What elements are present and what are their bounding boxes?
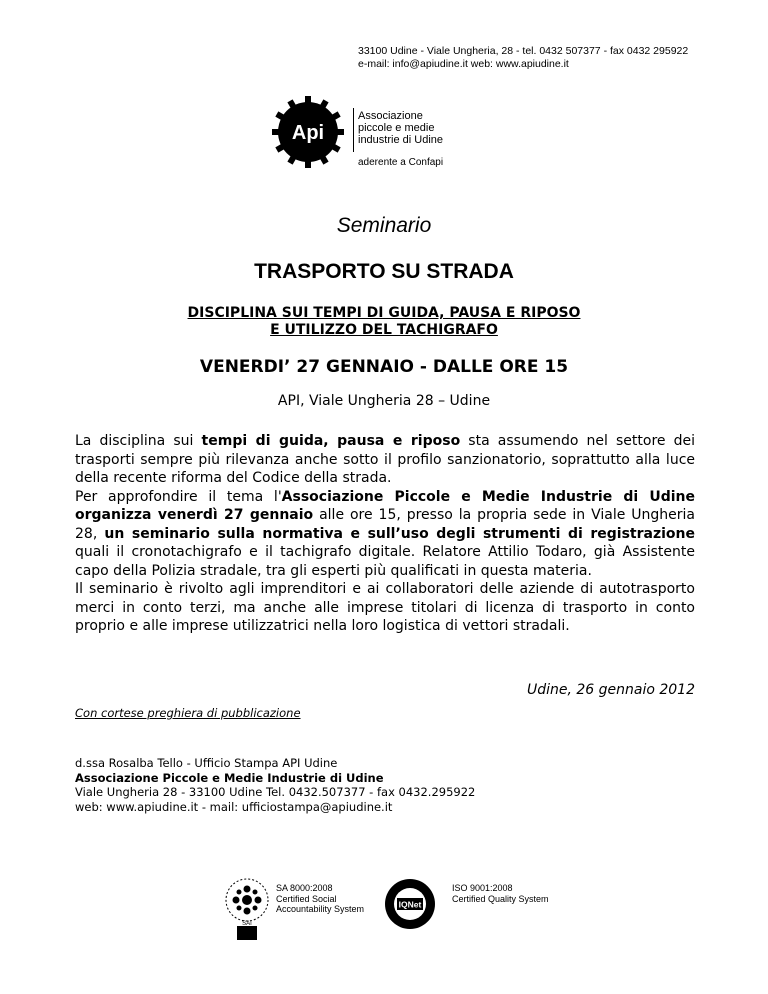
p2-text-a: Per approfondire il tema l' [75,488,282,505]
event-title: TRASPORTO SU STRADA [254,260,514,283]
event-date: VENERDI’ 27 GENNAIO - DALLE ORE 15 [199,357,569,377]
p2-bold-1: Associazione Piccole e Medie Industrie di Udine organizza venerdì 27 gennaio [75,488,695,523]
sa8000-text [276,883,364,915]
header-address: 33100 Udine - Viale Ungheria, 28 - tel. 0432 507377 - fax 0432 295922 [358,45,689,57]
iso-line-1: ISO 9001:2008 [452,883,513,893]
p1-text-a: La disciplina sui [75,433,202,449]
assoc-line-3: industrie di Udine [358,134,443,146]
p2-bold-2: un seminario sulla normativa e sull’uso degli strumenti di registrazione [104,525,695,542]
assoc-line-2: piccole e medie [358,122,435,134]
iqnet-logo-text: IQNet [398,899,422,910]
signoff-date: Udine, 26 gennaio 2012 [526,682,695,698]
logo-divider [353,108,354,152]
paragraph-1 [75,432,695,488]
contact-block [75,756,475,814]
contact-line-2: Associazione Piccole e Medie Industrie di Udine [75,770,384,785]
event-subtitle [0,305,768,339]
sa-line-2: Certified Social [276,893,337,904]
body-text [75,432,695,636]
iso-text [452,883,549,904]
paragraph-2 [75,488,695,581]
assoc-line-1: Associazione [358,110,423,122]
paragraph-3: Il seminario è rivolto agli imprenditori e ai collaboratori delle aziende di autotrasporto merci in conto terzi, ma anche alle imprese titolari di licenza di trasporto in conto proprio e alle imprese utilizzatrici nella loro logistica di vettori stradali. [75,581,695,634]
sa-line-3: Accountability System [276,904,365,914]
p2-text-c: alle ore 15, presso la propria sede in Viale Ungheria 28, [75,507,695,542]
sa-line-1: SA 8000:2008 [276,883,333,893]
iqnet-logo-icon [384,878,436,930]
iso-line-2: Certified Quality System [452,893,549,904]
subtitle-line-1: DISCIPLINA SUI TEMPI DI GUIDA, PAUSA E RIPOSO [187,305,581,321]
api-logo-icon [270,94,346,170]
event-kind: Seminario [336,214,432,237]
courtesy-note: Con cortese preghiera di pubblicazione [75,706,301,720]
contact-line-1: d.ssa Rosalba Tello - Ufficio Stampa API Udine [75,756,338,770]
association-name [358,110,443,146]
contact-line-3: Viale Ungheria 28 - 33100 Udine Tel. 0432.507377 - fax 0432.295922 [75,785,476,799]
p2-text-e: quali il cronotachigrafo e il tachigrafo digitale. Relatore Attilio Todaro, già Assistente capo della Polizia stradale, tra gli esperti più qualificati in questa materia. [75,544,695,579]
header-contact: e-mail: info@apiudine.it web: www.apiudine.it [358,58,569,70]
logo-text: Api [291,122,325,144]
subtitle-line-2: E UTILIZZO DEL TACHIGRAFO [270,322,498,338]
sa-logo-text: SAI [242,921,252,927]
sa8000-logo-icon [222,870,272,942]
p1-bold: tempi di guida, pausa e riposo [201,433,461,449]
p1-text-c: sta assumendo nel settore dei trasporti sempre più rilevanza anche sotto il profilo sanzionatorio, soprattutto alla luce della recente riforma del Codice della strada. [75,433,695,486]
aderente-confapi: aderente a Confapi [358,157,444,168]
contact-line-4: web: www.apiudine.it - mail: ufficiostampa@apiudine.it [75,799,393,814]
event-place: API, Viale Ungheria 28 – Udine [277,393,491,409]
